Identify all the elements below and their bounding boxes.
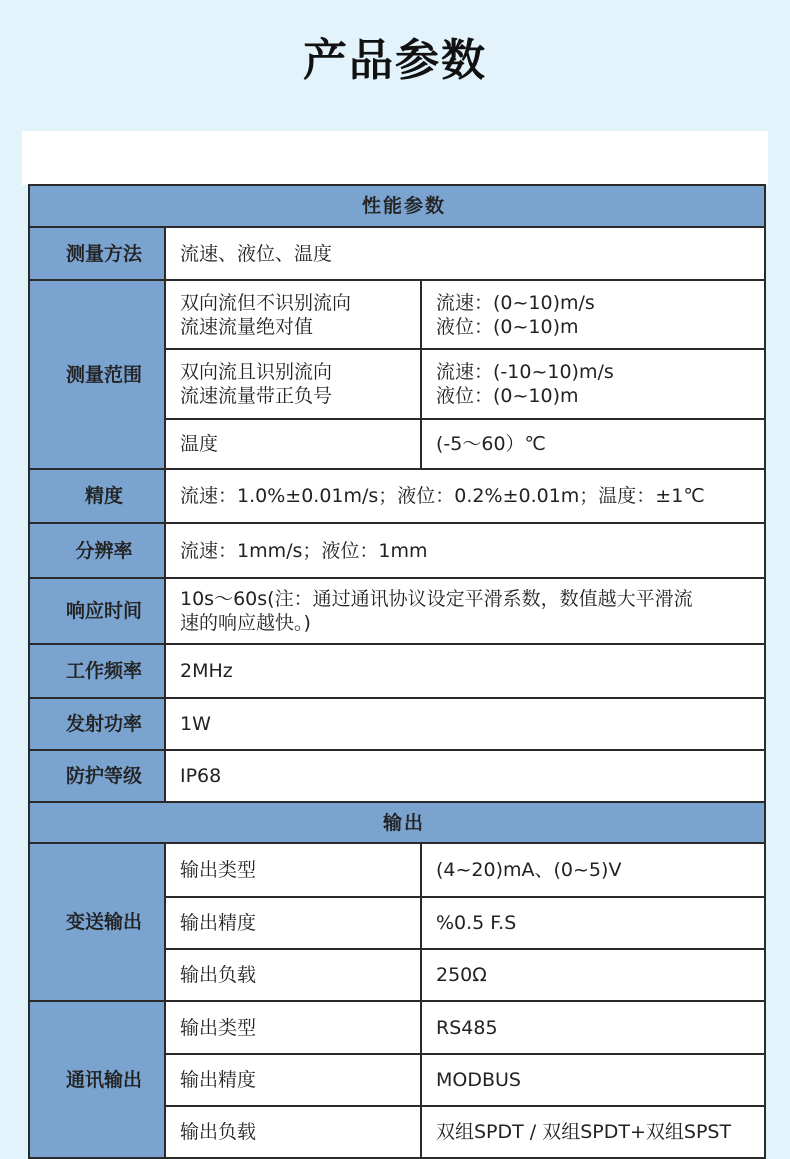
power-value: 1W [165, 698, 765, 750]
resolution-label: 分辨率 [29, 523, 165, 578]
response-value-line2: 速的响应越快。) [180, 612, 311, 634]
method-value: 流速、液位、温度 [165, 227, 765, 280]
spec-table [28, 184, 766, 1159]
transmit-item-1-value: (4~20)mA、(0~5)V [421, 843, 765, 897]
range-desc-1 [165, 280, 421, 349]
transmit-item-2-value: %0.5 F.S [421, 897, 765, 949]
comm-item-2-value: MODBUS [421, 1054, 765, 1106]
comm-item-3-name: 输出负载 [165, 1106, 421, 1158]
range-value-1 [421, 280, 765, 349]
range-value-2 [421, 349, 765, 419]
range-desc-3: 温度 [165, 419, 421, 469]
page-title: 产品参数 [303, 35, 487, 86]
section-output-header: 输出 [29, 802, 765, 843]
range-value-3: (-5～60）℃ [421, 419, 765, 469]
response-value-line1: 10s～60s(注：通过通讯协议设定平滑系数，数值越大平滑流 [180, 588, 693, 610]
section-performance-header: 性能参数 [29, 185, 765, 227]
range-desc-1-line2: 流速流量绝对值 [180, 315, 314, 338]
header-strip [22, 131, 768, 185]
method-label: 测量方法 [29, 227, 165, 280]
protection-value: IP68 [165, 750, 765, 802]
resolution-value: 流速：1mm/s；液位：1mm [165, 523, 765, 578]
range-desc-2 [165, 349, 421, 419]
range-desc-2-line2: 流速流量带正负号 [180, 385, 333, 407]
range-label: 测量范围 [29, 280, 165, 469]
frequency-value: 2MHz [165, 644, 765, 698]
response-value [165, 578, 765, 644]
transmit-output-label: 变送输出 [29, 843, 165, 1001]
transmit-item-1-name: 输出类型 [165, 843, 421, 897]
range-desc-2-line1: 双向流且识别流向 [180, 361, 333, 383]
power-label: 发射功率 [29, 698, 165, 750]
comm-item-2-name: 输出精度 [165, 1054, 421, 1106]
range-value-2-line2: 液位：(0~10)m [436, 385, 579, 407]
range-desc-1-line1: 双向流但不识别流向 [180, 291, 352, 314]
comm-item-3-value: 双组SPDT / 双组SPDT+双组SPST [421, 1106, 765, 1158]
frequency-label: 工作频率 [29, 644, 165, 698]
range-value-1-line2: 液位：(0~10)m [436, 315, 579, 338]
range-value-1-line1: 流速：(0~10)m/s [436, 291, 595, 314]
transmit-item-3-value: 250Ω [421, 949, 765, 1001]
response-label: 响应时间 [29, 578, 165, 644]
comm-item-1-name: 输出类型 [165, 1001, 421, 1054]
comm-item-1-value: RS485 [421, 1001, 765, 1054]
comm-output-label: 通讯输出 [29, 1001, 165, 1158]
accuracy-value: 流速：1.0%±0.01m/s；液位：0.2%±0.01m；温度：±1℃ [165, 469, 765, 523]
transmit-item-2-name: 输出精度 [165, 897, 421, 949]
protection-label: 防护等级 [29, 750, 165, 802]
transmit-item-3-name: 输出负载 [165, 949, 421, 1001]
accuracy-label: 精度 [29, 469, 165, 523]
range-value-2-line1: 流速：(-10~10)m/s [436, 361, 614, 383]
